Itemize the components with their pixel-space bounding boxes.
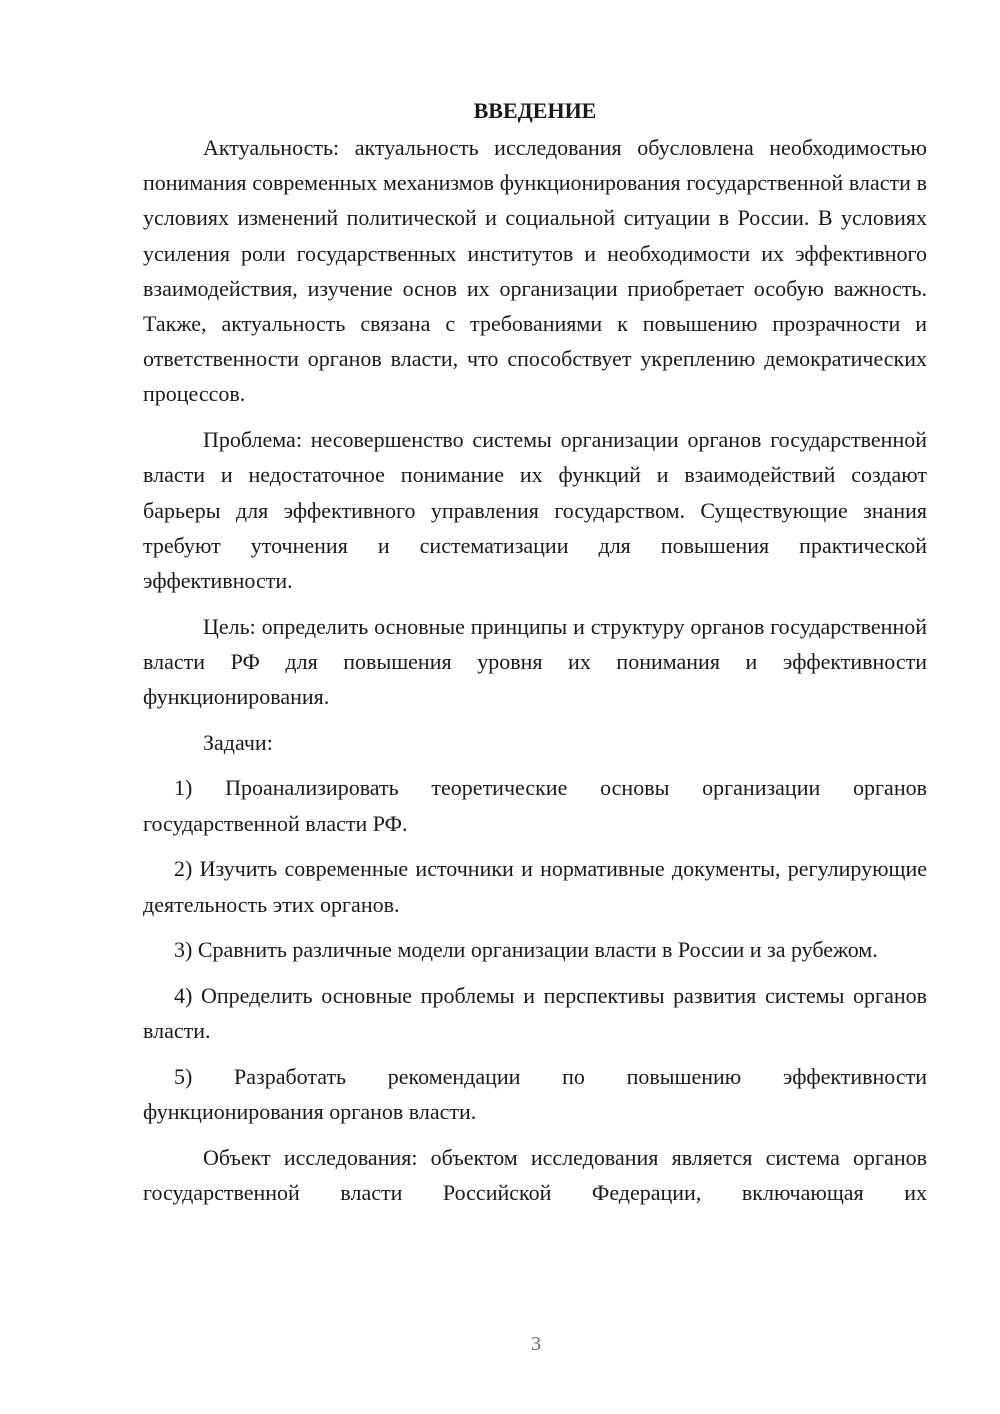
problem-paragraph: Проблема: несовершенство системы организации органов государственной власти и недостаточное понимание их функций и взаимодействий создают барьеры для эффективного управления государством. Существующие знания требуют уточнения и систематизации для повышения практической эффективности. (143, 427, 927, 593)
task-item-4: 4) Определить основные проблемы и перспективы развития системы органов власти. (143, 982, 927, 1044)
document-body (143, 93, 927, 1210)
relevance-paragraph: Актуальность: актуальность исследования обусловлена необходимостью понимания современных механизмов функционирования государственной власти в условиях изменений политической и социальной ситуации в России. В условиях усиления роли государственных институтов и необходимости их эффективного взаимодействия, изучение основ их организации приобретает особую важность. Также, актуальность связана с требованиями к повышению прозрачности и ответственности органов власти, что способствует укреплению демократических процессов. (143, 135, 927, 407)
task-item-3: 3) Сравнить различные модели организации власти в России и за рубежом. (174, 937, 878, 963)
section-title: ВВЕДЕНИЕ (473, 98, 597, 123)
goal-paragraph: Цель: определить основные принципы и структуру органов государственной власти РФ для повышения уровня их понимания и эффективности функционирования. (143, 613, 927, 710)
task-item-5: 5) Разработать рекомендации по повышению эффективности функционирования органов власти. (143, 1063, 927, 1125)
task-item-1: 1) Проанализировать теоретические основы организации органов государственной власти РФ. (143, 775, 927, 836)
task-item-2: 2) Изучить современные источники и нормативные документы, регулирующие деятельность этих органов. (143, 856, 927, 917)
page-number: 3 (531, 1333, 541, 1355)
object-paragraph: Объект исследования: объектом исследования является система органов государственной власти Российской Федерации, включающая их (143, 1144, 927, 1205)
tasks-heading: Задачи: (203, 729, 273, 755)
